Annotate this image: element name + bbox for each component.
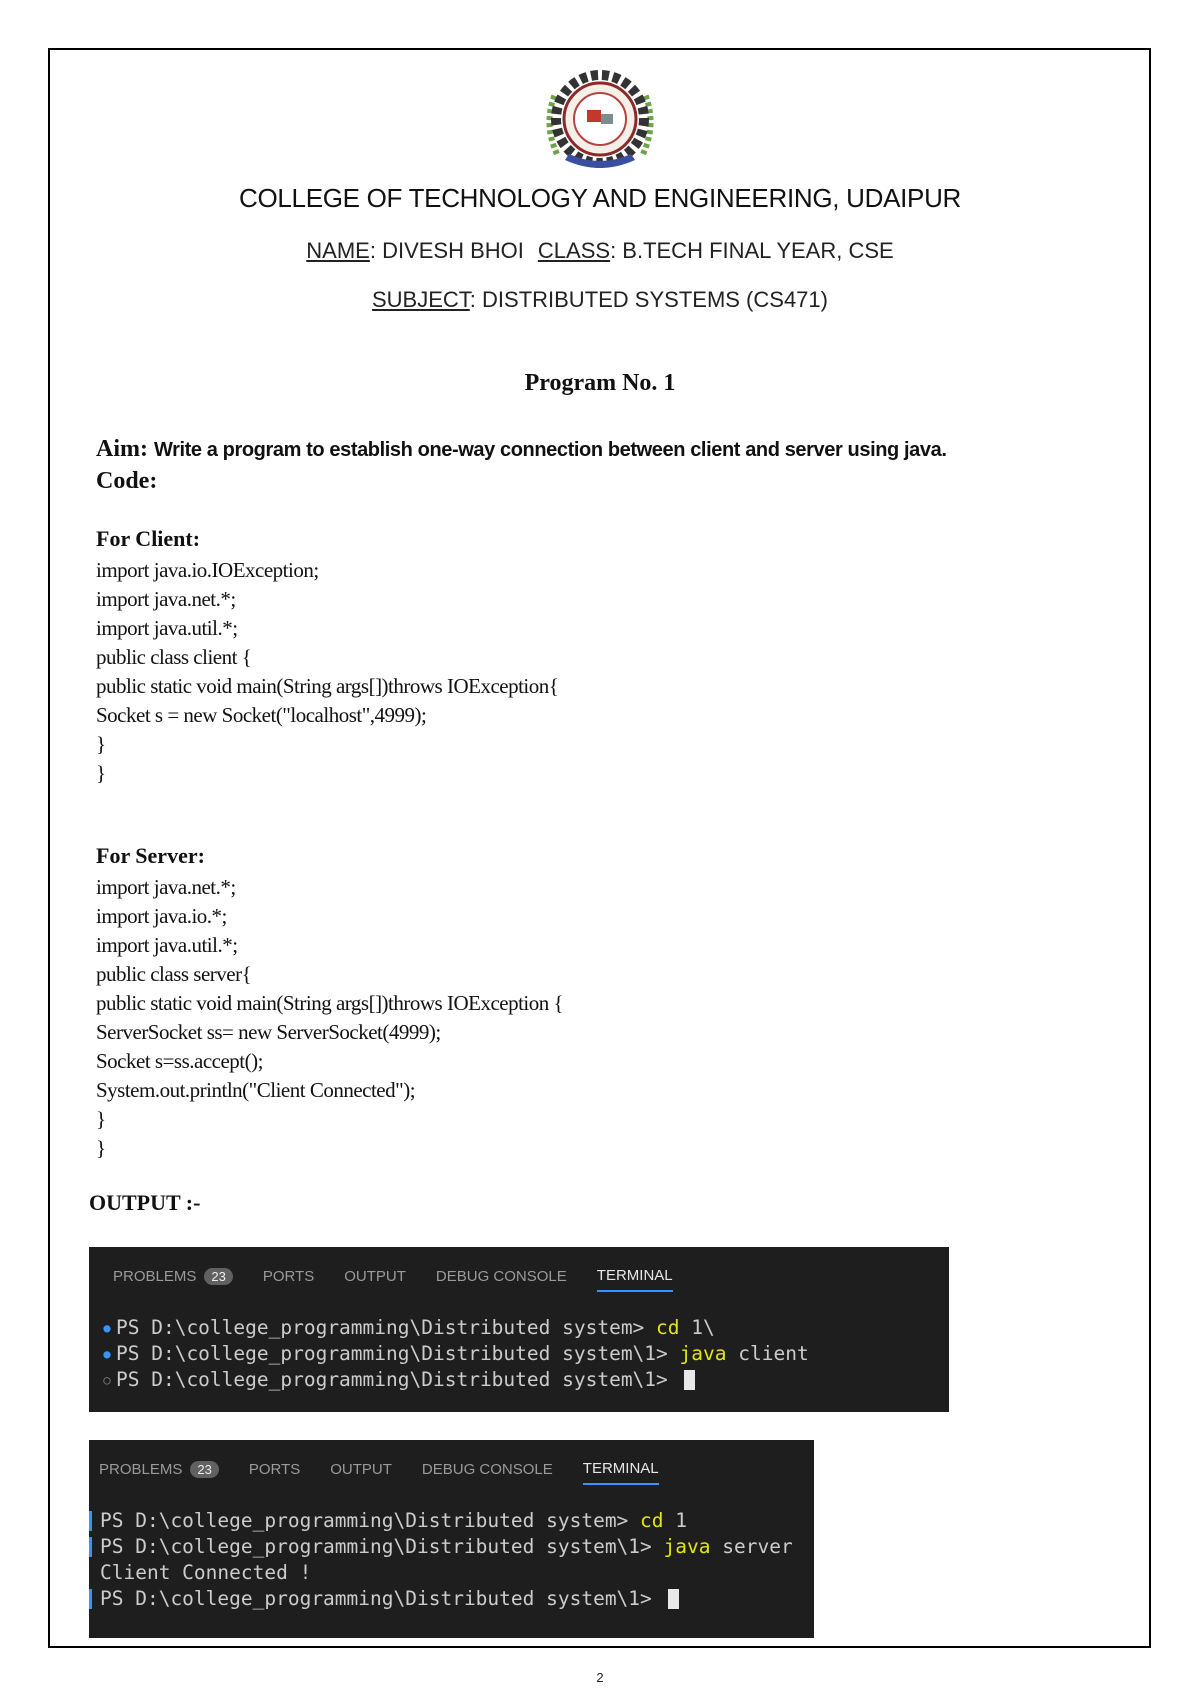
line-marker-icon	[89, 1589, 92, 1609]
problems-count-badge: 23	[190, 1461, 218, 1478]
terminal-arg: 1	[663, 1509, 688, 1532]
terminal-line	[101, 1367, 809, 1393]
terminal-prompt: PS D:\college_programming\Distributed system>	[116, 1316, 657, 1339]
student-info-line	[0, 238, 1200, 264]
terminal-arg: server	[710, 1535, 793, 1558]
terminal-output	[89, 1508, 793, 1612]
client-heading: For Client:	[96, 526, 201, 551]
code-line: public static void main(String args[])throws IOException {	[96, 991, 564, 1015]
terminal-prompt: PS D:\college_programming\Distributed system\1>	[100, 1535, 664, 1558]
code-label: Code:	[96, 468, 158, 494]
terminal-line	[89, 1508, 793, 1534]
code-line: }	[96, 1136, 106, 1160]
subject-label: SUBJECT	[372, 287, 470, 312]
code-line: }	[96, 761, 106, 785]
subject-value: : DISTRIBUTED SYSTEMS (CS471)	[469, 287, 828, 312]
cursor-icon	[684, 1370, 695, 1390]
terminal-prompt: PS D:\college_programming\Distributed system\1>	[116, 1368, 680, 1391]
tab-ports[interactable]: PORTS	[262, 1268, 315, 1285]
page-number: 2	[596, 1670, 604, 1685]
terminal-arg: client	[726, 1342, 809, 1365]
code-line: Socket s = new Socket("localhost",4999);	[96, 703, 427, 727]
subject-line	[0, 287, 1200, 313]
status-dot-icon: ○	[103, 1373, 111, 1387]
name-label: NAME	[306, 238, 370, 263]
tab-output[interactable]: OUTPUT	[330, 1461, 392, 1478]
server-code	[96, 873, 563, 1163]
code-line: import java.util.*;	[96, 616, 238, 640]
code-line: }	[96, 732, 106, 756]
terminal-arg: 1\	[679, 1316, 715, 1339]
line-marker-icon	[89, 1511, 92, 1531]
terminal-line	[89, 1586, 793, 1612]
line-marker-icon	[89, 1537, 92, 1557]
panel-tabs	[99, 1460, 689, 1485]
terminal-command: cd	[656, 1316, 680, 1339]
code-line: import java.util.*;	[96, 933, 238, 957]
code-line: import java.io.IOException;	[96, 558, 319, 582]
terminal-line	[101, 1341, 809, 1367]
class-value: : B.TECH FINAL YEAR, CSE	[610, 238, 894, 263]
terminal-message: Client Connected !	[100, 1561, 312, 1584]
code-line: ServerSocket ss= new ServerSocket(4999);	[96, 1020, 441, 1044]
tab-debug-console[interactable]: DEBUG CONSOLE	[435, 1268, 567, 1285]
tab-problems-label: PROBLEMS	[113, 1268, 197, 1285]
terminal-line	[89, 1534, 793, 1560]
output-label: OUTPUT :-	[89, 1190, 201, 1215]
code-line: System.out.println("Client Connected");	[96, 1078, 416, 1102]
class-label: CLASS	[537, 238, 611, 263]
terminal-screenshot-client	[89, 1247, 949, 1412]
terminal-command: cd	[640, 1509, 664, 1532]
panel-tabs	[113, 1267, 703, 1292]
status-dot-icon: ●	[103, 1347, 111, 1361]
terminal-prompt: PS D:\college_programming\Distributed system>	[100, 1509, 641, 1532]
code-line: public class server{	[96, 962, 252, 986]
code-line: Socket s=ss.accept();	[96, 1049, 263, 1073]
tab-terminal[interactable]: TERMINAL	[597, 1267, 673, 1292]
terminal-output	[101, 1315, 809, 1393]
server-heading: For Server:	[96, 843, 205, 868]
terminal-command: java	[679, 1342, 727, 1365]
cursor-icon	[668, 1589, 679, 1609]
college-name: COLLEGE OF TECHNOLOGY AND ENGINEERING, UDAIPUR	[238, 183, 962, 213]
tab-problems[interactable]	[113, 1267, 233, 1292]
tab-problems-label: PROBLEMS	[99, 1461, 183, 1478]
code-line: import java.net.*;	[96, 875, 236, 899]
aim-label: Aim:	[96, 436, 154, 462]
status-dot-icon: ●	[103, 1321, 111, 1335]
code-line: import java.io.*;	[96, 904, 227, 928]
name-value: : DIVESH BHOI	[369, 238, 524, 263]
terminal-prompt: PS D:\college_programming\Distributed system\1>	[100, 1587, 664, 1610]
aim-statement	[96, 436, 947, 463]
terminal-line	[89, 1560, 793, 1586]
terminal-screenshot-server	[89, 1440, 814, 1638]
tab-output[interactable]: OUTPUT	[344, 1268, 406, 1285]
tab-problems[interactable]	[99, 1460, 219, 1485]
tab-terminal[interactable]: TERMINAL	[583, 1460, 659, 1485]
college-logo	[535, 64, 665, 176]
code-line: public class client {	[96, 645, 252, 669]
code-line: public static void main(String args[])throws IOException{	[96, 674, 559, 698]
tab-debug-console[interactable]: DEBUG CONSOLE	[421, 1461, 553, 1478]
terminal-line	[101, 1315, 809, 1341]
problems-count-badge: 23	[204, 1268, 232, 1285]
code-line: import java.net.*;	[96, 587, 236, 611]
code-line: }	[96, 1107, 106, 1131]
program-title: Program No. 1	[524, 370, 676, 396]
aim-text: Write a program to establish one-way connection between client and server using java.	[153, 439, 947, 461]
client-code	[96, 556, 558, 788]
terminal-command: java	[663, 1535, 711, 1558]
terminal-prompt: PS D:\college_programming\Distributed system\1>	[116, 1342, 680, 1365]
tab-ports[interactable]: PORTS	[248, 1461, 301, 1478]
